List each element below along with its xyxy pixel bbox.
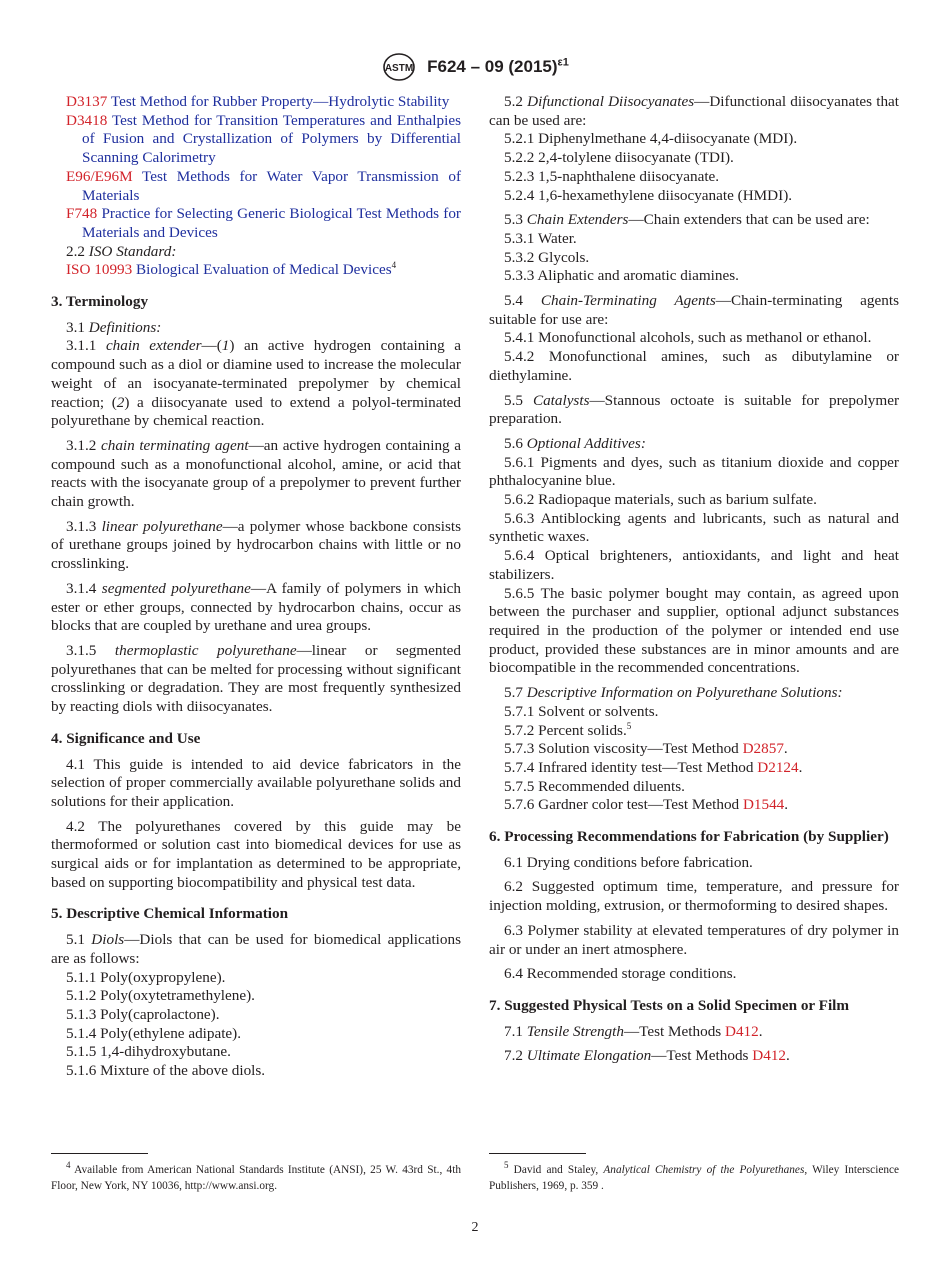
section-5-4-1: 5.4.1 Monofunctional alcohols, such as methanol or ethanol.	[504, 329, 872, 347]
section-3-1: 3.1 Definitions:	[66, 318, 162, 336]
section-5-6-3: 5.6.3 Antiblocking agents and lubricants, such as natural and synthetic waxes.	[489, 509, 899, 546]
left-column	[51, 93, 461, 1081]
section-5-5: 5.5 Catalysts—Stannous octoate is suitable for prepolymer preparation.	[489, 391, 900, 428]
section-4-1: 4.1 This guide is intended to aid device fabricators in the selection of proper commercially available polyurethane solids and solutions for their application.	[51, 755, 461, 810]
footnote-5: $^5$ David and Staley, Analytical Chemistry of the Polyurethanes, Wiley Interscience Publishers, 1969, p. 359 .	[489, 1160, 900, 1192]
iso-standard-heading: 2.2 ISO Standard:	[66, 242, 177, 260]
footnote-divider	[489, 1153, 586, 1154]
section-7-1: 7.1 Tensile Strength—Test Methods D412.	[504, 1022, 763, 1040]
list-item: 5.3.2 Glycols.	[504, 248, 590, 266]
link-d2124[interactable]: D2124	[757, 758, 799, 776]
section-3-title: 3. Terminology	[51, 293, 149, 311]
list-item: 5.3.3 Aliphatic and aromatic diamines.	[504, 267, 739, 285]
reference-e96[interactable]: E96/E96M Test Methods for Water Vapor Transmission of Materials	[66, 167, 461, 204]
list-item: 5.2.2 2,4-tolylene diisocyanate (TDI).	[504, 149, 734, 167]
section-5-6-4: 5.6.4 Optical brighteners, antioxidants, and light and heat stabilizers.	[489, 547, 899, 583]
section-6-title: 6. Processing Recommendations for Fabrication (by Supplier)	[489, 828, 889, 846]
page-number: 2	[471, 1220, 479, 1235]
section-6-1: 6.1 Drying conditions before fabrication.	[504, 853, 753, 871]
list-item: 5.7.4 Infrared identity test—Test Method D2124.	[504, 758, 803, 776]
section-3-1-4: 3.1.4 segmented polyurethane—A family of polymers in which ester or ether groups, connected by hydrocarbon chains, occur as blocks that are coupled by urethane and urea groups.	[51, 579, 461, 635]
section-5-4-2: 5.4.2 Monofunctional amines, such as dibutylamine or diethylamine.	[489, 348, 899, 384]
reference-f748[interactable]: F748 Practice for Selecting Generic Biological Test Methods for Materials and Devices	[66, 205, 461, 241]
list-item: 5.1.6 Mixture of the above diols.	[66, 1062, 266, 1080]
section-5-2: 5.2 Difunctional Diisocyanates—Difunctional diisocyanates that can be used are:	[489, 93, 900, 129]
list-item: 5.2.1 Diphenylmethane 4,4-diisocyanate (MDI).	[504, 130, 798, 148]
link-d2857[interactable]: D2857	[742, 740, 784, 758]
list-item: 5.1.3 Poly(caprolactone).	[66, 1005, 220, 1023]
footnote-divider	[51, 1153, 148, 1154]
section-5-title: 5. Descriptive Chemical Information	[51, 905, 289, 923]
list-item: 5.2.3 1,5-naphthalene diisocyanate.	[504, 167, 720, 185]
list-item: 5.2.4 1,6-hexamethylene diisocyanate (HMDI).	[504, 186, 793, 204]
list-item: 5.7.3 Solution viscosity—Test Method D2857.	[504, 740, 788, 758]
right-column	[489, 93, 899, 1072]
section-5-6-2: 5.6.2 Radiopaque materials, such as barium sulfate.	[504, 491, 817, 509]
section-5-4: 5.4 Chain-Terminating Agents—Chain-terminating agents suitable for use are:	[489, 292, 899, 328]
list-item: 5.1.4 Poly(ethylene adipate).	[66, 1024, 242, 1042]
page-header	[0, 52, 950, 82]
footnote-4: $^4$ Available from American National Standards Institute (ANSI), 25 W. 43rd St., 4th Floor, New York, NY 10036, http://www.ansi.org.	[51, 1160, 461, 1192]
svg-text:ASTM: ASTM	[384, 63, 414, 74]
link-d412[interactable]: D412	[752, 1047, 787, 1065]
section-6-4: 6.4 Recommended storage conditions.	[504, 965, 737, 983]
section-3-1-1: 3.1.1 chain extender—(1) an active hydrogen containing a compound such as a diol or diamine used to increase the molecular weight of an isocyanate-terminated prepolymer by chemical reaction; (2) a diisocyanate used to extend a polyol-terminated polyurethane by chemical reaction.	[51, 337, 462, 430]
section-5-7: 5.7 Descriptive Information on Polyurethane Solutions:	[504, 684, 843, 702]
section-3-1-2: 3.1.2 chain terminating agent—an active hydrogen containing a compound such as a monofunctional alcohol, amine, or acid that reacts with the isocyanate group of a prepolymer to prevent further chain growth.	[51, 436, 461, 511]
section-5-3: 5.3 Chain Extenders—Chain extenders that can be used are:	[504, 211, 870, 229]
section-6-2: 6.2 Suggested optimum time, temperature, and pressure for injection molding, extrusion, or thermoforming to desired shapes.	[489, 878, 899, 915]
list-item: 5.7.5 Recommended diluents.	[504, 777, 685, 795]
section-5-6: 5.6 Optional Additives:	[504, 434, 646, 452]
section-6-3: 6.3 Polymer stability at elevated temperatures of dry polymer in air or under an inert atmosphere.	[489, 921, 899, 958]
section-3-1-5: 3.1.5 thermoplastic polyurethane—linear or segmented polyurethanes that can be melted for processing without significant crosslinking or degradation. They are most frequently synthesized by reacting diols with diisocyanates.	[51, 641, 461, 716]
section-4-2: 4.2 The polyurethanes covered by this guide may be thermoformed or solution cast into biomedical devices for use as surgical aids or for implantation as determined to be appropriate, based on supporting biocompatibility and physical test data.	[51, 817, 461, 891]
section-7-title: 7. Suggested Physical Tests on a Solid Specimen or Film	[489, 996, 850, 1014]
section-5-1: 5.1 Diols—Diols that can be used for biomedical applications are as follows:	[51, 931, 462, 967]
link-d412[interactable]: D412	[725, 1022, 759, 1040]
section-3-1-3: 3.1.3 linear polyurethane—a polymer whose backbone consists of urethane groups joined by hydrocarbon chains with little or no crosslinking.	[51, 517, 461, 573]
section-5-6-5: 5.6.5 The basic polymer bought may contain, as agreed upon between the purchaser and supplier, optional adjunct substances required in the production of the polymer or intended end use product, provided these substances are in minor amounts and are biocompatible in the recommended concentrations.	[489, 584, 899, 677]
list-item: 5.1.2 Poly(oxytetramethylene).	[66, 987, 255, 1005]
list-item: 5.7.1 Solvent or solvents.	[504, 702, 659, 720]
standard-designation: F624 – 09 $(2015)^{\varepsilon 1}$	[427, 56, 569, 76]
reference-iso-10993[interactable]: ISO 10993 Biological Evaluation of Medical Devices$^4$	[66, 260, 397, 279]
reference-d3418[interactable]: D3418 Test Method for Transition Temperatures and Enthalpies of Fusion and Crystallization of Polymers by Differential Scanning Calorimetry	[66, 111, 461, 167]
list-item: 5.1.5 1,4-dihydroxybutane.	[66, 1043, 231, 1061]
section-7-2: 7.2 Ultimate Elongation—Test Methods D412.	[504, 1047, 790, 1065]
list-item: 5.7.2 Percent solids.$^5$	[504, 720, 632, 739]
astm-logo-icon	[381, 52, 417, 82]
section-4-title: 4. Significance and Use	[51, 729, 201, 747]
reference-d3137[interactable]: D3137 Test Method for Rubber Property—Hydrolytic Stability	[66, 93, 450, 110]
list-item: 5.7.6 Gardner color test—Test Method D1544.	[504, 796, 789, 814]
link-d1544[interactable]: D1544	[742, 796, 785, 814]
list-item: 5.1.1 Poly(oxypropylene).	[66, 968, 226, 986]
section-5-6-1: 5.6.1 Pigments and dyes, such as titanium dioxide and copper phthalocyanine blue.	[489, 453, 899, 490]
list-item: 5.3.1 Water.	[504, 229, 577, 247]
